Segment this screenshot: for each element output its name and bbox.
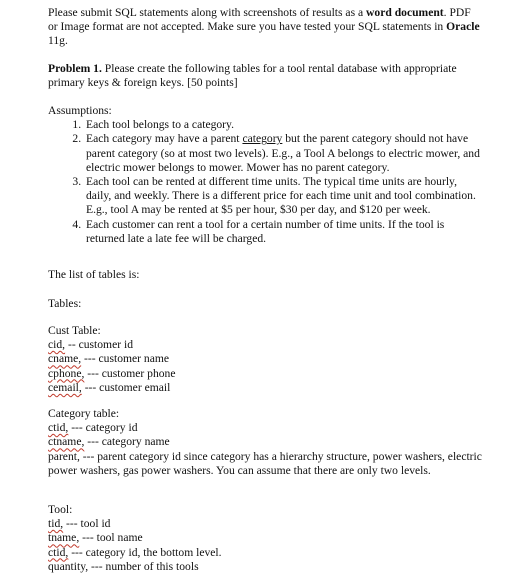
field-desc: --- category id	[68, 421, 138, 435]
problem-text: Please create the following tables for a tool rental database with appropriate primary keys & foreign keys. [50 points]	[48, 62, 457, 90]
field-name: cemail,	[48, 380, 82, 394]
assumption-item-3: 3. Each tool can be rented at different time units. The typical time units are hourly, daily, and weekly. There is a different price for each time unit and tool combination. E.g., tool A may be rented at $5 per hour, $30 per day, and $120 per week.	[84, 175, 483, 218]
field-desc: --- category id, the bottom level.	[68, 545, 222, 559]
assumptions-section	[48, 104, 483, 246]
field-name: cphone,	[48, 366, 85, 380]
field-row	[48, 421, 483, 435]
category-table-section	[48, 407, 483, 478]
field-row	[48, 338, 483, 352]
tool-table-title: Tool:	[48, 503, 73, 516]
assumption-item-1: 1. Each tool belongs to a category.	[84, 118, 483, 132]
field-desc: --- category name	[84, 435, 170, 449]
field-desc: --- customer name	[81, 352, 170, 366]
field-row	[48, 381, 483, 395]
tables-heading: Tables:	[48, 297, 82, 310]
assumptions-list	[48, 118, 483, 246]
field-desc: --- customer phone	[84, 366, 176, 380]
field-desc: --- tool name	[79, 531, 143, 545]
field-name: cname,	[48, 352, 82, 366]
intro-text-1: Please submit SQL statements along with screenshots of results as a	[48, 6, 367, 19]
list-intro: The list of tables is:	[48, 268, 140, 281]
intro-text-3: 11g.	[48, 34, 68, 48]
intro-text-2: . PDF or Image format are not accepted. Make sure you have tested your SQL statements in	[48, 6, 471, 34]
field-row	[48, 367, 483, 381]
cust-table-section	[48, 324, 483, 395]
problem-label: Problem 1.	[48, 62, 102, 75]
intro-paragraph	[48, 6, 483, 49]
intro-bold-oracle: Oracle	[446, 20, 480, 34]
field-desc: --- tool id	[63, 517, 111, 531]
field-desc: -- customer id	[65, 338, 133, 352]
field-name: ctid,	[48, 421, 69, 435]
field-name: tid,	[48, 517, 64, 531]
field-row	[48, 517, 483, 531]
field-desc: --- customer email	[81, 380, 171, 394]
field-name: tname,	[48, 531, 80, 545]
assumptions-heading: Assumptions:	[48, 104, 112, 117]
assumption-item-2	[84, 132, 483, 175]
field-row	[48, 546, 483, 560]
tool-table-section	[48, 503, 483, 574]
field-name: ctid,	[48, 545, 69, 559]
field-name: cid,	[48, 338, 66, 352]
assumption-2-link-category[interactable]: category	[242, 132, 283, 146]
field-row	[48, 531, 483, 545]
field-name: ctname,	[48, 435, 85, 449]
cust-table-title: Cust Table:	[48, 324, 101, 337]
category-table-title: Category table:	[48, 407, 120, 420]
assumption-item-4: 4. Each customer can rent a tool for a certain number of time units. If the tool is returned late a late fee will be charged.	[84, 218, 483, 246]
field-row	[48, 352, 483, 366]
assumption-2-post: but the parent category should not have parent category (so at most two levels). E.g., a Tool A belongs to electric mower, and electric mower belongs to mower. Mower has no parent category.	[86, 132, 480, 174]
field-row	[48, 435, 483, 449]
category-parent-field: parent, --- parent category id since category has a hierarchy structure, power washers, electric power washers, gas power washers. You can assume that there are only two levels.	[48, 449, 482, 477]
assumption-2-pre: Each category may have a parent	[86, 132, 243, 146]
problem-paragraph	[48, 62, 483, 90]
intro-bold-word-document: word document	[366, 6, 444, 19]
tool-quantity-field: quantity, --- number of this tools	[48, 559, 199, 573]
